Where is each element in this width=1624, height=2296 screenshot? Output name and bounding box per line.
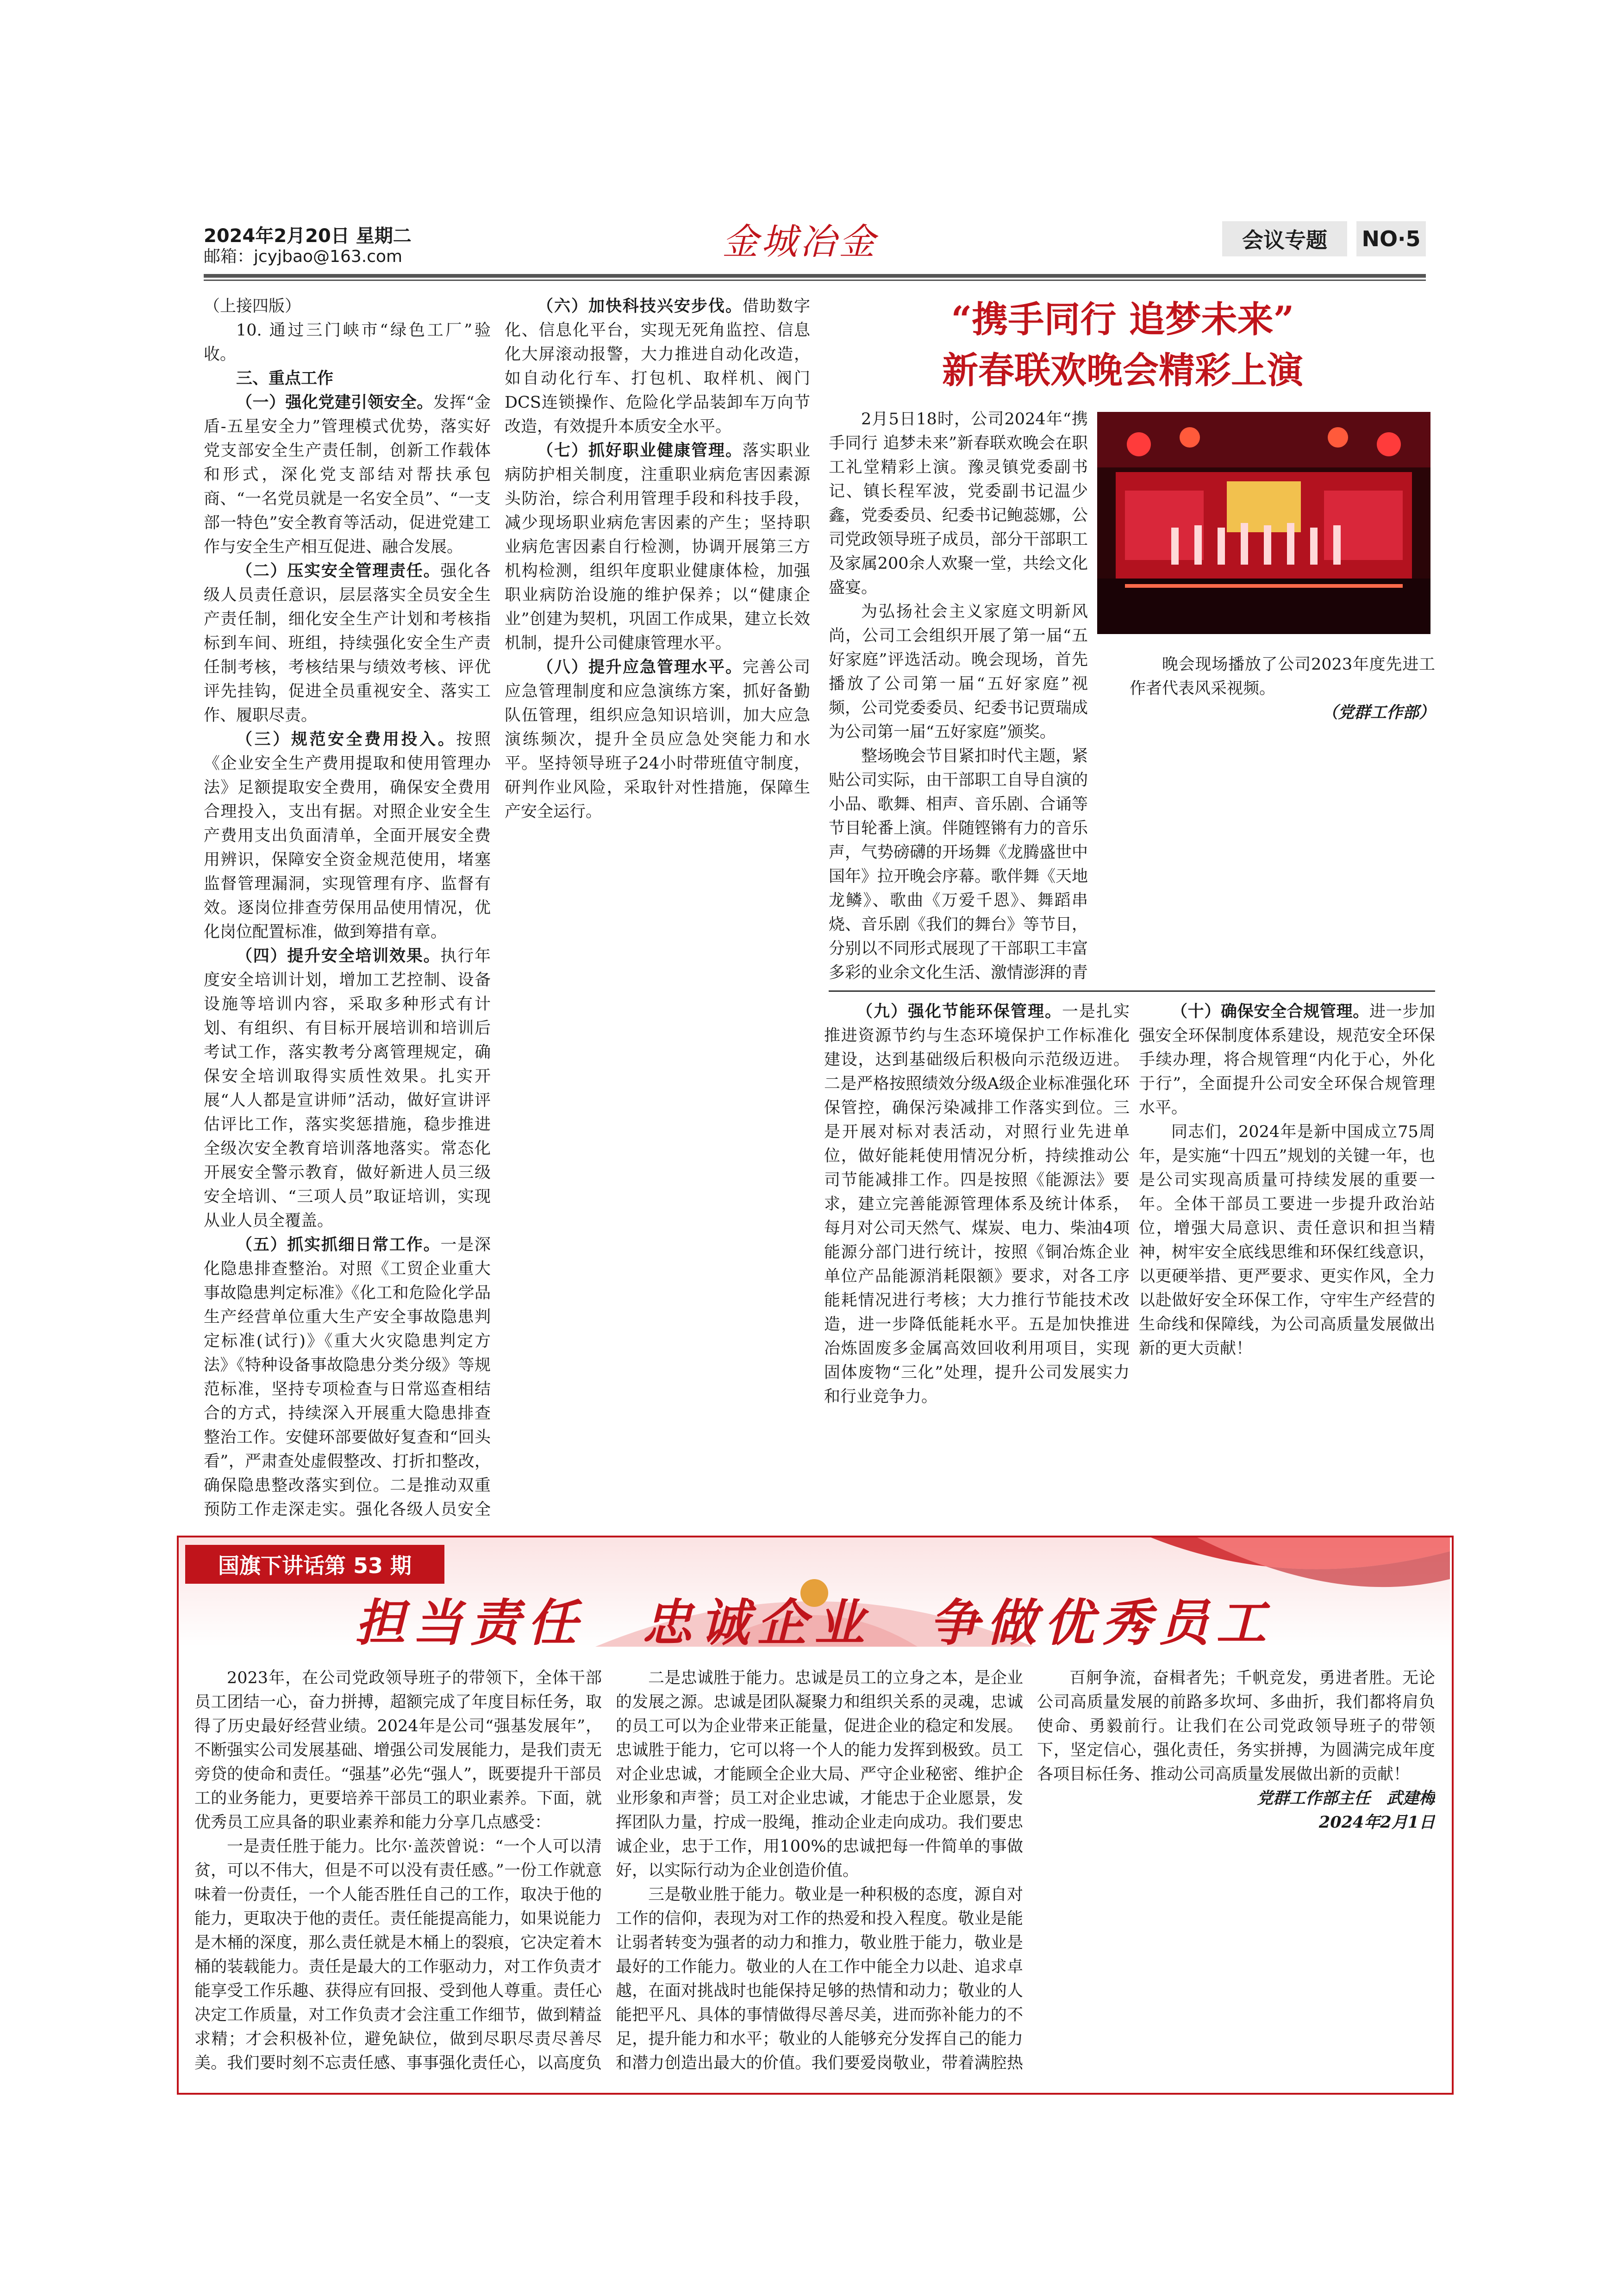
paragraph: 为弘扬社会主义家庭文明新风尚，公司工会组织开展了第一届“五好家庭”评选活动。晚会现场，首先播放了公司第一届“五好家庭”视频，公司党委委员、纪委书记贾瑞成为公司第一届“五好家庭”颁奖。 (829, 603, 1088, 741)
section-heading: 三、重点工作 (236, 369, 334, 388)
paragraph: 2月5日18时，公司2024年“携手同行 追梦未来”新春联欢晚会在职工礼堂精彩上演。豫灵镇党委副书记、镇长程军波，党委副书记温少鑫，党委委员、纪委书记鲍蕊娜，公司党政领导班子成员，部分干部职工及家属200余人欢聚一堂，共绘文化盛宴。 (829, 410, 1088, 597)
paragraph: 2023年，在公司党政领导班子的带领下，全体干部员工团结一心，奋力拼搏，超额完成了年度目标任务，取得了历史最好经营业绩。2024年是公司“强基发展年”，不断强实公司发展基础、增强公司发展能力，是我们责无旁贷的使命和责任。“强基”必先“强人”，既要提升干部员工的业务能力，更要培养干部员工的职业素养。下面，就优秀员工应具备的职业素养和能力分享几点感受： (194, 1669, 602, 1832)
speech-column-3 (1037, 1666, 1435, 2073)
paragraph: 一是扎实推进资源节约与生态环境保护工作标准化建设，达到基础级后积极向示范级迈进。二是严格按照绩效分级A级企业标准强化环保管控，确保污染减排工作落实到位。三是开展对标对表活动，对照行业先进单位，做好能耗使用情况分析，持续推动公司节能减排工作。四是按照《能源法》要求，建立完善能源管理体系及统计体系，每月对公司天然气、煤炭、电力、柴油4项能源分部门进行统计，按照《铜冶炼企业单位产品能源消耗限额》要求，对各工序能耗情况进行考核；大力推行节能技术改造，进一步降低能耗水平。五是加快推进冶炼固废多金属高效回收利用项目，实现固体废物“三化”处理，提升公司发展实力和行业竞争力。 (824, 1002, 1130, 1406)
event-stage-photo (1097, 412, 1430, 634)
paragraph: 执行年度安全培训计划，增加工艺控制、设备设施等培训内容，采取多种形式有计划、有组织、有目标开展培训和培训后考试工作，落实教考分离管理规定，确保安全培训取得实质性效果。扎实开展“人人都是宣讲师”活动，做好宣讲评估评比工作，落实奖惩措施，稳步推进全级次安全教育培训落地落实。常态化开展安全警示教育，做好新进人员三级安全培训、“三项人员”取证培训，实现从业人员全覆盖。 (204, 947, 491, 1230)
subheading: （一）强化党建引领安全。 (236, 393, 433, 412)
subheading: （九）强化节能环保管理。 (856, 1002, 1062, 1021)
article2-column-1 (829, 407, 1088, 981)
paragraph: 一是责任胜于能力。比尔·盖茨曾说：“一个人可以清贫，可以不伟大，但是不可以没有责任感。”一份工作就意味着一份责任，一个人能否胜任自己的工作，取决于他的能力，更取决于他的责任。责任能提高能力，如果说能力是木桶的深度，那么责任就是木桶上的裂痕，它决定着木桶的装载能力。责任是最大的工作驱动力，对工作负责才能享受工作乐趣、获得应有回报、受到他人尊重。责任心决定工作质量，对工作负责才会注重工作细节，做到精益求精；才会积极补位，避免缺位，做到尽职尽责尽善尽美。我们要时刻不忘责任感、事事强化责任心，以高度负 (194, 1837, 602, 2072)
email-address: 邮箱：jcyjbao@163.com (204, 247, 403, 266)
paragraph: 整场晚会节目紧扣时代主题，紧贴公司实际，由干部职工自导自演的小品、歌舞、相声、音乐剧、合诵等节目轮番上演。伴随铿锵有力的音乐声，气势磅礴的开场舞《龙腾盛世中国年》拉开晚会序幕。歌伴舞《天地龙鳞》、歌曲《万爱千恩》、舞蹈串烧、音乐剧《我们的舞台》等节目，分别以不同形式展现了干部职工丰富多彩的业余文化生活、激情澎湃的青 (829, 747, 1088, 981)
speech-date: 2024年2月1日 (1318, 1813, 1435, 1832)
subheading: （十）确保安全合规管理。 (1171, 1002, 1369, 1021)
section-label: 会议专题 (1222, 221, 1347, 256)
byline: （党群工作部） (1321, 703, 1435, 722)
speech-column-1 (194, 1666, 602, 2073)
paragraph: 三是敬业胜于能力。敬业是一种积极的态度，源自对工作的信仰，表现为对工作的热爱和投入程度。敬业是能让弱者转变为强者的动力和推力，敬业胜于能力，敬业是最好的工作能力。敬业的人在工作中能全力以赴、追求卓越，在面对挑战时也能保持足够的热情和动力；敬业的人能把平凡、具体的事情做得尽善尽美，进而弥补能力的不足，提升能力和水平；敬业的人能够充分发挥自己的能力和潜力创造出最大的价值。我们要爱岗敬业，带着满腔热 (616, 1885, 1023, 2072)
paragraph: 按照《企业安全生产费用提取和使用管理办法》足额提取安全费用，确保安全费用合理投入，支出有据。对照企业安全生产费用支出负面清单，全面开展安全费用辨识，保障安全资金规范使用，堵塞监督管理漏洞，实现管理有序、监督有效。逐岗位排查劳保用品使用情况，优化岗位配置标准，做到筹措有章。 (204, 730, 491, 941)
paragraph: 百舸争流，奋楫者先；千帆竞发，勇进者胜。无论公司高质量发展的前路多坎坷、多曲折，我们都将肩负使命、勇毅前行。让我们在公司党政领导班子的带领下，坚定信心，强化责任，务实拼搏，为圆满完成年度各项目标任务、推动公司高质量发展做出新的贡献！ (1037, 1669, 1435, 1784)
article1-column-3 (824, 1000, 1130, 1527)
paragraph: 落实职业病防护相关制度，注重职业病危害因素源头防治，综合利用管理手段和科技手段，减少现场职业病危害因素的产生；坚持职业病危害因素自行检测，协调开展第三方机构检测，组织年度职业健康体检，加强职业病防治设施的维护保养；以“健康企业”创建为契机，巩固工作成果，建立长效机制，提升公司健康管理水平。 (505, 442, 810, 653)
paragraph: 借助数字化、信息化平台，实现无死角监控、信息化大屏滚动报警，大力推进自动化改造，如自动化行车、打包机、取样机、阀门DCS连锁操作、危险化学品装卸车万向节改造，有效提升本质安全水平。 (505, 297, 810, 436)
subheading: （七）抓好职业健康管理。 (537, 441, 743, 460)
paragraph: 同志们，2024年是新中国成立75周年，是实施“十四五”规划的关键一年，也是公司实现高质量可持续发展的重要一年。全体干部员工要进一步提升政治站位，增强大局意识、责任意识和担当精神，树牢安全底线思维和环保红线意识，以更硬举措、更严要求、更实作风，全力以赴做好安全环保工作，守牢生产经营的生命线和保障线，为公司高质量发展做出新的更大贡献！ (1139, 1123, 1435, 1358)
article2-column-2 (1130, 653, 1435, 1004)
header-rule-thin (204, 280, 1426, 281)
event-title-line-1: “携手同行 追梦未来” (951, 299, 1294, 341)
article1-column-2 (505, 294, 810, 1521)
subheading: （八）提升应急管理水平。 (537, 658, 743, 677)
subheading: （四）提升安全培训效果。 (236, 946, 441, 965)
subheading: （三）规范安全费用投入。 (236, 730, 456, 749)
newspaper-logo: 金城冶金 (722, 221, 878, 263)
paragraph: 二是忠诚胜于能力。忠诚是员工的立身之本，是企业的发展之源。忠诚是团队凝聚力和组织关系的灵魂，忠诚的员工可以为企业带来正能量，促进企业的稳定和发展。忠诚胜于能力，它可以将一个人的能力发挥到极致。员工对企业忠诚，才能顾全企业大局、严守企业秘密、维护企业形象和声誉；员工对企业忠诚，才能忠于企业愿景，发挥团队力量，拧成一股绳，推动企业走向成功。我们要忠诚企业，忠于工作，用100%的忠诚把每一件简单的事做好，以实际行动为企业创造价值。 (616, 1669, 1023, 1880)
event-title (833, 294, 1412, 396)
paragraph: 强化各级人员责任意识，层层落实全员安全生产责任制，细化安全生产计划和考核指标到车间、班组，持续强化安全生产责任制考核，考核结果与绩效考核、评优评先挂钩，促进全员重视安全、落实工作、履职尽责。 (204, 562, 491, 725)
continued-note: （上接四版） (204, 297, 301, 316)
issue-date: 2024年2月20日 星期二 (204, 225, 412, 247)
paragraph: 进一步加强安全环保制度体系建设，规范安全环保手续办理，将合规管理“内化于心，外化于行”，全面提升公司安全环保合规管理水平。 (1139, 1002, 1435, 1117)
article1-column-1 (204, 294, 491, 1521)
divider (829, 990, 1435, 992)
paragraph: 完善公司应急管理制度和应急演练方案，抓好备勤队伍管理，组织应急知识培训，加大应急演练频次，提升全员应急处突能力和水平。坚持领导班子24小时带班值守制度，研判作业风险，采取针对性措施，保障生产安全运行。 (505, 658, 810, 821)
subheading: （二）压实安全管理责任。 (236, 561, 441, 580)
paragraph: 一是深化隐患排查整治。对照《工贸企业重大事故隐患判定标准》《化工和危险化学品生产经营单位重大生产安全事故隐患判定标准(试行)》《重大火灾隐患判定方法》《特种设备事故隐患分类分级》等规范标准，坚持专项检查与日常巡查相结合的方式，持续深入开展重大隐患排查整治工作。安健环部要做好复查和“回头看”，严肃查处虚假整改、打折扣整改，确保隐患整改落实到位。二是推动双重预防工作走深走实。强化各级人员安全 (204, 1236, 491, 1519)
speech-title: 担当责任 忠诚企业 争做优秀员工 (355, 1594, 1274, 1652)
paragraph: 10. 通过三门峡市“绿色工厂”验收。 (204, 321, 491, 364)
event-title-line-2: 新春联欢晚会精彩上演 (942, 349, 1303, 392)
page-number: NO·5 (1356, 221, 1426, 256)
subheading: （六）加快科技兴安步伐。 (537, 297, 743, 316)
speech-signature: 党群工作部主任 武建梅 (1256, 1789, 1435, 1808)
paragraph: 发挥“金盾-五星安全力”管理模式优势，落实好党支部安全生产责任制，创新工作载体和形式，深化党支部结对帮扶承包商、“一名党员就是一名安全员”、“一支部一特色”安全教育等活动，促进党建工作与安全生产相互促进、融合发展。 (204, 393, 491, 556)
subheading: （五）抓实抓细日常工作。 (236, 1235, 441, 1254)
speech-series-badge: 国旗下讲话第 53 期 (185, 1545, 444, 1584)
paragraph: 晚会现场播放了公司2023年度先进工作者代表风采视频。 (1130, 655, 1435, 698)
header-rule (204, 274, 1426, 278)
speech-column-2 (616, 1666, 1023, 2073)
article1-column-4 (1139, 1000, 1435, 1527)
